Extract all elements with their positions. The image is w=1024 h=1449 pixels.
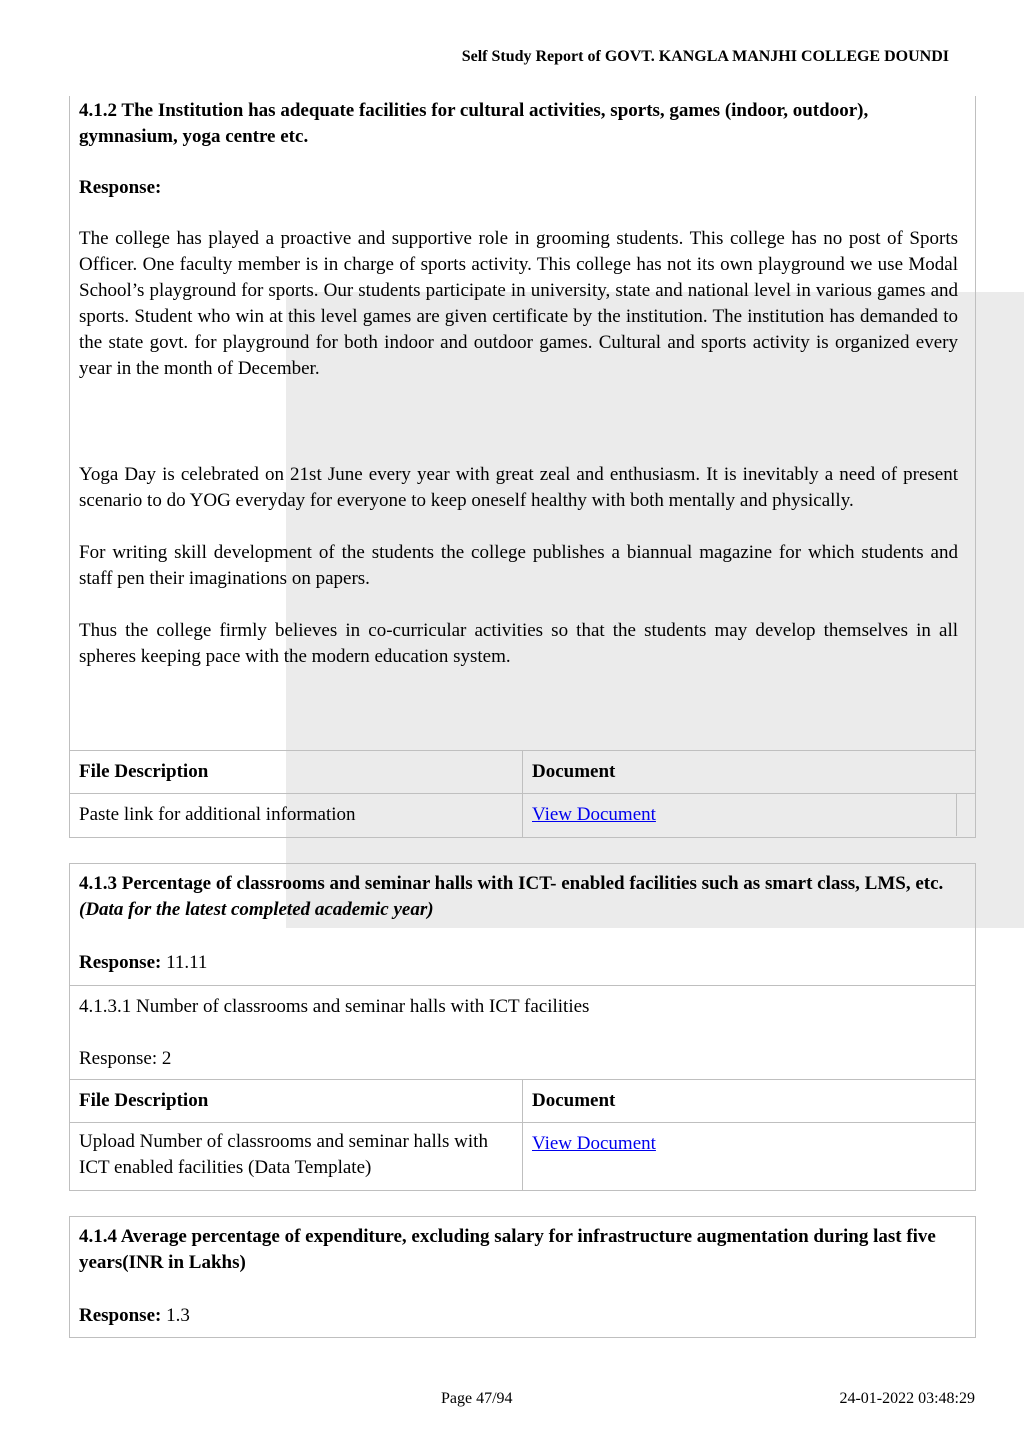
col-document: Document: [523, 1080, 976, 1123]
file-table: [70, 750, 975, 837]
title-note: (Data for the latest completed academic year): [79, 899, 434, 920]
col-document: Document: [523, 751, 976, 794]
col-file-description: File Description: [70, 1080, 523, 1123]
response-value: 11.11: [166, 952, 208, 973]
sub-metric-table: [70, 985, 975, 1191]
section-title: 4.1.2 The Institution has adequate facilities for cultural activities, sports, games (indoor, outdoor), gymnasium, yoga centre etc.: [79, 100, 869, 147]
page-header: Self Study Report of GOVT. KANGLA MANJHI COLLEGE DOUNDI: [461, 48, 949, 65]
section-title: 4.1.4 Average percentage of expenditure, excluding salary for infrastructure augmentation during last five years(INR in Lakhs): [79, 1226, 936, 1273]
col-file-description: File Description: [70, 751, 523, 794]
paragraph-yoga: Yoga Day is celebrated on 21st June every year with great zeal and enthusiasm. It is inevitably a need of present scenario to do YOG everyday for everyone to keep oneself healthy with both mentally and physically.: [79, 464, 958, 511]
sub-metric-title: 4.1.3.1 Number of classrooms and seminar halls with ICT facilities: [79, 996, 590, 1017]
view-document-link[interactable]: View Document: [532, 1133, 656, 1154]
response-label: Response:: [79, 177, 162, 198]
response-label: Response:: [79, 952, 162, 973]
file-description-cell: Paste link for additional information: [70, 794, 523, 837]
file-description-cell: Upload Number of classrooms and seminar halls with ICT enabled facilities (Data Template): [70, 1123, 523, 1191]
paragraph-sports: The college has played a proactive and supportive role in grooming students. This college has no post of Sports Officer. One faculty member is in charge of sports activity. This college has not its own playground we use Modal School’s playground for sports. Our students participate in university, state and national level in various games and sports. Student who win at this level games are given certificate by the institution. The institution has demanded to the state govt. for playground for both indoor and outdoor games. Cultural and sports activity is organized every year in the month of December.: [79, 228, 958, 379]
timestamp: 24-01-2022 03:48:29: [839, 1390, 975, 1407]
section-title: 4.1.3 Percentage of classrooms and seminar halls with ICT- enabled facilities such as smart class, LMS, etc. (Data for the latest completed academic year): [79, 873, 944, 920]
sub-metric-response: Response: 2: [79, 1048, 172, 1069]
section-4-1-4: [69, 1216, 976, 1338]
section-4-1-3: [69, 863, 976, 1191]
paragraph-conclusion: Thus the college firmly believes in co-curricular activities so that the students may develop themselves in all spheres keeping pace with the modern education system.: [79, 620, 958, 667]
response-label: Response:: [79, 1305, 162, 1326]
response-value: 1.3: [166, 1305, 190, 1326]
page-number: Page 47/94: [441, 1390, 513, 1407]
cell-edge: [956, 794, 975, 836]
view-document-link[interactable]: View Document: [532, 804, 656, 825]
section-4-1-2: [69, 96, 976, 838]
paragraph-magazine: For writing skill development of the students the college publishes a biannual magazine for which students and staff pen their imaginations on papers.: [79, 542, 958, 589]
